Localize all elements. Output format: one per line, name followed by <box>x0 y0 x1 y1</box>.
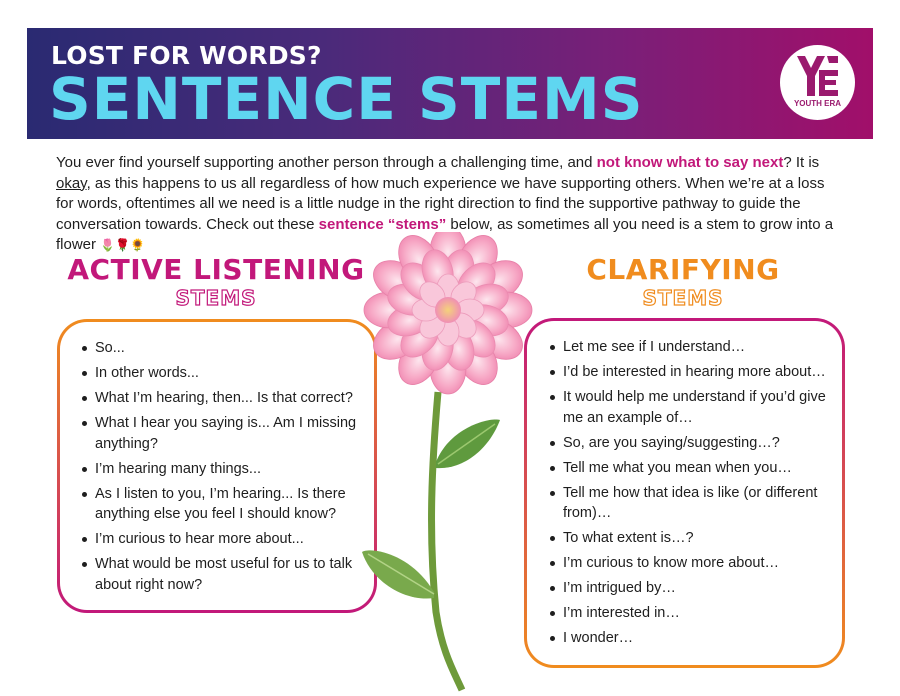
dahlia-flower-illustration <box>350 232 550 692</box>
list-item: Tell me how that idea is like (or different from)… <box>550 483 835 524</box>
list-item: I’m curious to hear more about... <box>82 529 367 550</box>
clarifying-heading <box>568 254 798 310</box>
youth-era-logo <box>780 45 855 120</box>
intro-highlight: not know what to say next <box>596 154 784 171</box>
active-listening-title: ACTIVE LISTENING <box>67 253 365 286</box>
active-listening-subtitle: STEMS <box>175 286 257 310</box>
list-item: I’m hearing many things... <box>82 459 367 480</box>
list-item: Tell me what you mean when you… <box>550 458 835 479</box>
list-item: It would help me understand if you’d give me an example of… <box>550 387 835 428</box>
active-listening-heading <box>66 254 366 310</box>
list-item: I’d be interested in hearing more about… <box>550 362 835 383</box>
clarifying-title: CLARIFYING <box>586 253 780 286</box>
list-item: What I hear you saying is... Am I missing anything? <box>82 413 367 454</box>
list-item: As I listen to you, I’m hearing... Is there anything else you feel I should know? <box>82 484 367 525</box>
list-item: I’m interested in… <box>550 603 835 624</box>
list-item: What would be most useful for us to talk about right now? <box>82 554 367 595</box>
list-item: I’m intrigued by… <box>550 578 835 599</box>
list-item: I’m curious to know more about… <box>550 553 835 574</box>
intro-text: below, as sometimes all you need is a stem to grow into a flower <box>56 215 834 253</box>
header-kicker: LOST FOR WORDS? <box>51 41 322 70</box>
clarifying-subtitle: STEMS <box>642 286 724 310</box>
clarifying-list <box>550 337 835 653</box>
list-item: Let me see if I understand… <box>550 337 835 358</box>
flower-emoji-icon: 🌷🌹🌻 <box>100 238 146 252</box>
list-item: In other words... <box>82 363 367 384</box>
list-item: I wonder… <box>550 628 835 649</box>
flower-head <box>364 232 532 394</box>
list-item: So... <box>82 338 367 359</box>
header-banner <box>27 28 873 139</box>
list-item: To what extent is…? <box>550 528 835 549</box>
intro-text: , as this happens to us all regardless of how much experience we have supporting others. When we’re at a loss for words, oftentimes all we need is a little nudge in the right direction to find the supportive pathway to guide the conversation towards. Check out these <box>56 174 825 233</box>
intro-text: You ever find yourself supporting another person through a challenging time, and <box>56 154 597 171</box>
list-item: So, are you saying/suggesting…? <box>550 433 835 454</box>
list-item: What I’m hearing, then... Is that correct? <box>82 388 367 409</box>
ye-monogram-icon <box>795 54 840 98</box>
intro-highlight: sentence “stems” <box>318 215 447 233</box>
page-title: SENTENCE STEMS <box>49 65 644 133</box>
intro-underlined: okay <box>56 174 87 192</box>
logo-text: YOUTH ERA <box>793 99 842 108</box>
intro-text: ? It is <box>783 154 820 171</box>
active-listening-list <box>82 338 367 600</box>
